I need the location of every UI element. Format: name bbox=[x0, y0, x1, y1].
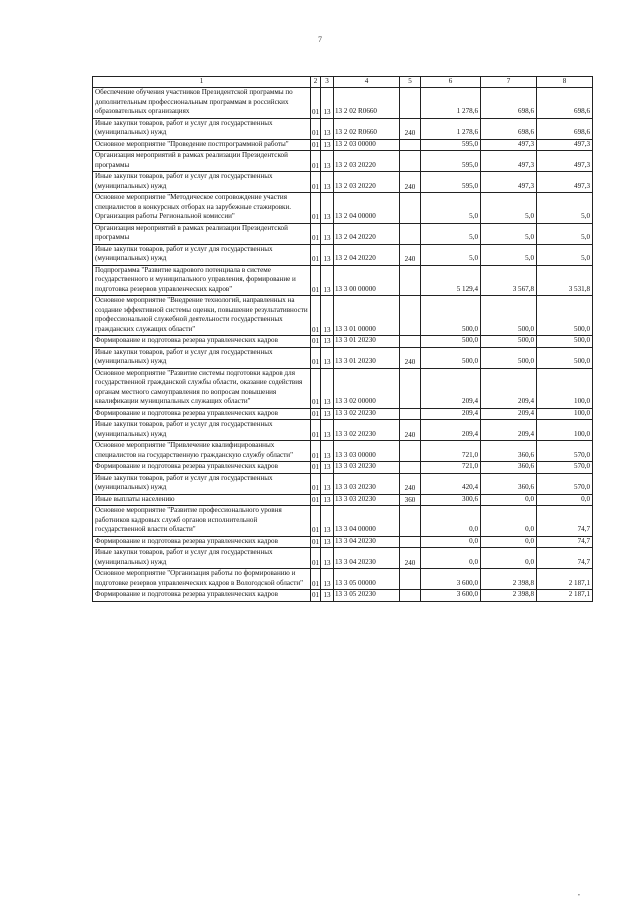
corner-mark: • bbox=[577, 893, 580, 899]
amount-cell: 0,0 bbox=[481, 506, 537, 537]
amount-cell: 0,0 bbox=[481, 548, 537, 569]
amount-cell: 209,4 bbox=[421, 420, 481, 441]
table-row bbox=[93, 462, 593, 474]
amount-cell: 209,4 bbox=[481, 368, 537, 408]
amount-cell: 497,3 bbox=[537, 151, 593, 172]
column-header: 4 bbox=[334, 77, 400, 88]
expense-type-cell bbox=[400, 441, 421, 462]
section-code-cell: 01 bbox=[311, 193, 321, 224]
section-code-cell: 01 bbox=[311, 409, 320, 418]
row-name-cell: Основное мероприятие "Организация работы по формированию и подготовке резервов управленческих кадров в Вологодской области" bbox=[93, 569, 311, 590]
section-code-cell: 01 bbox=[311, 118, 321, 139]
column-header: 6 bbox=[421, 77, 481, 88]
amount-cell: 2 187,1 bbox=[537, 569, 593, 590]
row-name-cell: Иные закупки товаров, работ и услуг для государственных (муниципальных) нужд bbox=[93, 473, 311, 494]
subsection-code-cell: 13 bbox=[321, 244, 334, 265]
table-header-row bbox=[93, 77, 593, 88]
target-article-cell: 13 2 03 20220 bbox=[334, 151, 400, 172]
subsection-code-cell: 13 bbox=[321, 441, 334, 462]
target-article-cell: 13 2 02 R0660 bbox=[334, 118, 400, 139]
table-row bbox=[93, 536, 593, 548]
amount-cell: 595,0 bbox=[421, 139, 481, 151]
table-row bbox=[93, 172, 593, 193]
subsection-code-cell: 13 bbox=[321, 118, 334, 139]
subsection-code-cell: 13 bbox=[321, 536, 334, 548]
expense-type-cell bbox=[400, 139, 421, 151]
expense-type-cell bbox=[400, 408, 421, 420]
amount-cell: 595,0 bbox=[421, 151, 481, 172]
amount-cell: 721,0 bbox=[421, 462, 481, 474]
amount-cell: 497,3 bbox=[481, 151, 537, 172]
section-code-cell: 01 bbox=[311, 591, 320, 599]
row-name-cell: Организация мероприятий в рамках реализации Президентской программы bbox=[93, 223, 311, 244]
amount-cell: 570,0 bbox=[537, 462, 593, 474]
expense-type-cell bbox=[400, 462, 421, 474]
amount-cell: 497,3 bbox=[537, 172, 593, 193]
subsection-code-cell: 13 bbox=[321, 151, 334, 172]
amount-cell: 360,6 bbox=[481, 473, 537, 494]
expense-type-cell: 240 bbox=[400, 118, 421, 139]
table-row bbox=[93, 548, 593, 569]
table-row bbox=[93, 223, 593, 244]
amount-cell: 5,0 bbox=[481, 223, 537, 244]
row-name-cell: Иные закупки товаров, работ и услуг для государственных (муниципальных) нужд bbox=[93, 548, 311, 569]
amount-cell: 3 600,0 bbox=[421, 569, 481, 590]
target-article-cell: 13 2 03 00000 bbox=[334, 139, 400, 151]
subsection-code-cell: 13 bbox=[321, 494, 334, 506]
budget-table bbox=[92, 76, 593, 602]
column-header: 2 bbox=[311, 77, 321, 88]
table-row bbox=[93, 506, 593, 537]
amount-cell: 2 187,1 bbox=[537, 590, 593, 602]
subsection-code-cell: 13 bbox=[321, 336, 334, 348]
budget-table-container bbox=[92, 76, 592, 602]
target-article-cell: 13 3 01 20230 bbox=[334, 336, 400, 348]
row-name-cell: Основное мероприятие "Внедрение технологий, направленных на создание эффективной системы оценки, повышение результативности профессиональной служебной деятельности государственных гражданских служащих области" bbox=[93, 296, 311, 336]
amount-cell: 420,4 bbox=[421, 473, 481, 494]
expense-type-cell: 240 bbox=[400, 347, 421, 368]
amount-cell: 595,0 bbox=[421, 172, 481, 193]
target-article-cell: 13 3 01 20230 bbox=[334, 347, 400, 368]
amount-cell: 500,0 bbox=[481, 336, 537, 348]
section-code-cell: 01 bbox=[311, 473, 321, 494]
target-article-cell: 13 3 03 20230 bbox=[334, 494, 400, 506]
target-article-cell: 13 3 04 20230 bbox=[334, 536, 400, 548]
amount-cell: 0,0 bbox=[481, 494, 537, 506]
table-row bbox=[93, 494, 593, 506]
amount-cell: 5,0 bbox=[481, 244, 537, 265]
table-row bbox=[93, 193, 593, 224]
amount-cell: 3 600,0 bbox=[421, 590, 481, 602]
section-code-cell: 01 bbox=[311, 265, 321, 296]
target-article-cell: 13 2 04 20220 bbox=[334, 223, 400, 244]
section-code-cell: 01 bbox=[311, 337, 320, 345]
amount-cell: 74,7 bbox=[537, 506, 593, 537]
amount-cell: 497,3 bbox=[537, 139, 593, 151]
amount-cell: 698,6 bbox=[481, 118, 537, 139]
amount-cell: 0,0 bbox=[421, 536, 481, 548]
amount-cell: 570,0 bbox=[537, 473, 593, 494]
row-name-cell: Иные закупки товаров, работ и услуг для государственных (муниципальных) нужд bbox=[93, 172, 311, 193]
section-code-cell: 01 bbox=[311, 506, 321, 537]
amount-cell: 74,7 bbox=[537, 536, 593, 548]
expense-type-cell: 240 bbox=[400, 172, 421, 193]
amount-cell: 2 398,8 bbox=[481, 569, 537, 590]
row-name-cell: Основное мероприятие "Проведение постпрограммной работы" bbox=[93, 139, 311, 151]
subsection-code-cell: 13 bbox=[321, 590, 334, 602]
table-row bbox=[93, 336, 593, 348]
target-article-cell: 13 3 03 20230 bbox=[334, 473, 400, 494]
target-article-cell: 13 3 04 20230 bbox=[334, 548, 400, 569]
amount-cell: 74,7 bbox=[537, 548, 593, 569]
column-header: 7 bbox=[481, 77, 537, 88]
subsection-code-cell: 13 bbox=[321, 506, 334, 537]
table-row bbox=[93, 590, 593, 602]
table-row bbox=[93, 296, 593, 336]
amount-cell: 1 278,6 bbox=[421, 118, 481, 139]
amount-cell: 500,0 bbox=[481, 347, 537, 368]
subsection-code-cell: 13 bbox=[321, 548, 334, 569]
target-article-cell: 13 3 02 20230 bbox=[334, 408, 400, 420]
expense-type-cell: 240 bbox=[400, 473, 421, 494]
subsection-code-cell: 13 bbox=[321, 223, 334, 244]
amount-cell: 500,0 bbox=[537, 336, 593, 348]
row-name-cell: Формирование и подготовка резерва управленческих кадров bbox=[93, 590, 311, 602]
amount-cell: 698,6 bbox=[537, 88, 593, 119]
table-row bbox=[93, 265, 593, 296]
row-name-cell: Иные выплаты населению bbox=[93, 494, 311, 506]
amount-cell: 5,0 bbox=[421, 193, 481, 224]
table-row bbox=[93, 139, 593, 151]
table-row bbox=[93, 118, 593, 139]
amount-cell: 0,0 bbox=[481, 536, 537, 548]
amount-cell: 5,0 bbox=[537, 244, 593, 265]
section-code-cell: 01 bbox=[311, 420, 321, 441]
section-code-cell: 01 bbox=[311, 347, 321, 368]
row-name-cell: Подпрограмма "Развитие кадрового потенциала в системе государственного и муниципального управления, формирование и подготовка резервов управленческих кадров" bbox=[93, 265, 311, 296]
section-code-cell: 01 bbox=[311, 244, 321, 265]
row-name-cell: Основное мероприятие "Методическое сопровождение участия специалистов в конкурсных отборах на зарубежные стажировки. Организация работы Региональной комиссии" bbox=[93, 193, 311, 224]
expense-type-cell bbox=[400, 506, 421, 537]
section-code-cell: 01 bbox=[311, 495, 320, 504]
target-article-cell: 13 3 03 00000 bbox=[334, 441, 400, 462]
table-row bbox=[93, 473, 593, 494]
table-row bbox=[93, 441, 593, 462]
row-name-cell: Формирование и подготовка резерва управленческих кадров bbox=[93, 408, 311, 420]
amount-cell: 209,4 bbox=[421, 408, 481, 420]
amount-cell: 5,0 bbox=[421, 244, 481, 265]
amount-cell: 721,0 bbox=[421, 441, 481, 462]
amount-cell: 5,0 bbox=[537, 193, 593, 224]
row-name-cell: Иные закупки товаров, работ и услуг для государственных (муниципальных) нужд bbox=[93, 118, 311, 139]
row-name-cell: Иные закупки товаров, работ и услуг для государственных (муниципальных) нужд bbox=[93, 420, 311, 441]
expense-type-cell bbox=[400, 336, 421, 348]
row-name-cell: Основное мероприятие "Развитие профессионального уровня работников кадровых служб органов исполнительной государственной власти области" bbox=[93, 506, 311, 537]
row-name-cell: Формирование и подготовка резерва управленческих кадров bbox=[93, 462, 311, 474]
table-row bbox=[93, 420, 593, 441]
subsection-code-cell: 13 bbox=[321, 462, 334, 474]
amount-cell: 497,3 bbox=[481, 172, 537, 193]
amount-cell: 1 278,6 bbox=[421, 88, 481, 119]
section-code-cell: 01 bbox=[311, 88, 321, 119]
amount-cell: 500,0 bbox=[481, 296, 537, 336]
amount-cell: 500,0 bbox=[537, 296, 593, 336]
subsection-code-cell: 13 bbox=[321, 296, 334, 336]
amount-cell: 5,0 bbox=[421, 223, 481, 244]
row-name-cell: Иные закупки товаров, работ и услуг для государственных (муниципальных) нужд bbox=[93, 244, 311, 265]
table-body bbox=[93, 88, 593, 602]
amount-cell: 0,0 bbox=[537, 494, 593, 506]
amount-cell: 500,0 bbox=[537, 347, 593, 368]
section-code-cell: 01 bbox=[311, 172, 321, 193]
row-name-cell: Формирование и подготовка резерва управленческих кадров bbox=[93, 336, 311, 348]
target-article-cell: 13 3 03 20230 bbox=[334, 462, 400, 474]
amount-cell: 0,0 bbox=[421, 548, 481, 569]
row-name-cell: Обеспечение обучения участников Президентской программы по дополнительным профессиональным программам в российских образовательных организациях bbox=[93, 88, 311, 119]
amount-cell: 100,0 bbox=[537, 408, 593, 420]
amount-cell: 5,0 bbox=[537, 223, 593, 244]
row-name-cell: Организация мероприятий в рамках реализации Президентской программы bbox=[93, 151, 311, 172]
table-row bbox=[93, 151, 593, 172]
subsection-code-cell: 13 bbox=[321, 347, 334, 368]
column-header: 3 bbox=[321, 77, 334, 88]
target-article-cell: 13 3 02 20230 bbox=[334, 420, 400, 441]
expense-type-cell: 360 bbox=[400, 494, 421, 506]
expense-type-cell bbox=[400, 590, 421, 602]
expense-type-cell bbox=[400, 536, 421, 548]
target-article-cell: 13 2 04 20220 bbox=[334, 244, 400, 265]
column-header: 8 bbox=[537, 77, 593, 88]
expense-type-cell bbox=[400, 569, 421, 590]
amount-cell: 3 567,8 bbox=[481, 265, 537, 296]
page-number: 7 bbox=[318, 35, 322, 44]
target-article-cell: 13 3 05 00000 bbox=[334, 569, 400, 590]
amount-cell: 500,0 bbox=[421, 336, 481, 348]
amount-cell: 209,4 bbox=[481, 408, 537, 420]
section-code-cell: 01 bbox=[311, 441, 321, 462]
target-article-cell: 13 2 02 R0660 bbox=[334, 88, 400, 119]
row-name-cell: Иные закупки товаров, работ и услуг для государственных (муниципальных) нужд bbox=[93, 347, 311, 368]
amount-cell: 360,6 bbox=[481, 441, 537, 462]
expense-type-cell bbox=[400, 368, 421, 408]
row-name-cell: Формирование и подготовка резерва управленческих кадров bbox=[93, 536, 311, 548]
amount-cell: 209,4 bbox=[481, 420, 537, 441]
subsection-code-cell: 13 bbox=[321, 408, 334, 420]
target-article-cell: 13 3 01 00000 bbox=[334, 296, 400, 336]
expense-type-cell: 240 bbox=[400, 420, 421, 441]
expense-type-cell bbox=[400, 88, 421, 119]
expense-type-cell: 240 bbox=[400, 244, 421, 265]
subsection-code-cell: 13 bbox=[321, 473, 334, 494]
target-article-cell: 13 2 03 20220 bbox=[334, 172, 400, 193]
section-code-cell: 01 bbox=[311, 463, 320, 471]
expense-type-cell bbox=[400, 296, 421, 336]
amount-cell: 3 531,8 bbox=[537, 265, 593, 296]
table-row bbox=[93, 88, 593, 119]
subsection-code-cell: 13 bbox=[321, 569, 334, 590]
subsection-code-cell: 13 bbox=[321, 193, 334, 224]
amount-cell: 0,0 bbox=[421, 506, 481, 537]
row-name-cell: Основное мероприятие "Развитие системы подготовки кадров для государственной гражданской службы области, оказание содействия органам местного самоуправления по вопросам повышения квалификации муниципальных служащих области" bbox=[93, 368, 311, 408]
table-row bbox=[93, 244, 593, 265]
amount-cell: 500,0 bbox=[421, 347, 481, 368]
table-row bbox=[93, 569, 593, 590]
amount-cell: 300,6 bbox=[421, 494, 481, 506]
amount-cell: 698,6 bbox=[481, 88, 537, 119]
amount-cell: 100,0 bbox=[537, 420, 593, 441]
subsection-code-cell: 13 bbox=[321, 172, 334, 193]
section-code-cell: 01 bbox=[311, 296, 321, 336]
expense-type-cell bbox=[400, 223, 421, 244]
amount-cell: 570,0 bbox=[537, 441, 593, 462]
section-code-cell: 01 bbox=[311, 368, 321, 408]
amount-cell: 497,3 bbox=[481, 139, 537, 151]
amount-cell: 100,0 bbox=[537, 368, 593, 408]
target-article-cell: 13 3 05 20230 bbox=[334, 590, 400, 602]
amount-cell: 500,0 bbox=[421, 296, 481, 336]
target-article-cell: 13 2 04 00000 bbox=[334, 193, 400, 224]
section-code-cell: 01 bbox=[311, 569, 321, 590]
column-header: 1 bbox=[93, 77, 311, 88]
section-code-cell: 01 bbox=[311, 151, 321, 172]
amount-cell: 5,0 bbox=[481, 193, 537, 224]
target-article-cell: 13 3 02 00000 bbox=[334, 368, 400, 408]
expense-type-cell bbox=[400, 193, 421, 224]
amount-cell: 5 129,4 bbox=[421, 265, 481, 296]
target-article-cell: 13 3 04 00000 bbox=[334, 506, 400, 537]
column-header: 5 bbox=[400, 77, 421, 88]
subsection-code-cell: 13 bbox=[321, 368, 334, 408]
section-code-cell: 01 bbox=[311, 140, 320, 149]
section-code-cell: 01 bbox=[311, 223, 321, 244]
subsection-code-cell: 13 bbox=[321, 420, 334, 441]
amount-cell: 209,4 bbox=[421, 368, 481, 408]
table-row bbox=[93, 368, 593, 408]
expense-type-cell bbox=[400, 265, 421, 296]
subsection-code-cell: 13 bbox=[321, 139, 334, 151]
expense-type-cell bbox=[400, 151, 421, 172]
section-code-cell: 01 bbox=[311, 537, 320, 546]
subsection-code-cell: 13 bbox=[321, 88, 334, 119]
table-row bbox=[93, 408, 593, 420]
amount-cell: 360,6 bbox=[481, 462, 537, 474]
expense-type-cell: 240 bbox=[400, 548, 421, 569]
target-article-cell: 13 3 00 00000 bbox=[334, 265, 400, 296]
table-row bbox=[93, 347, 593, 368]
amount-cell: 698,6 bbox=[537, 118, 593, 139]
section-code-cell: 01 bbox=[311, 548, 321, 569]
subsection-code-cell: 13 bbox=[321, 265, 334, 296]
amount-cell: 2 398,8 bbox=[481, 590, 537, 602]
row-name-cell: Основное мероприятие "Привлечение квалифицированных специалистов на государственную гражданскую службу области" bbox=[93, 441, 311, 462]
